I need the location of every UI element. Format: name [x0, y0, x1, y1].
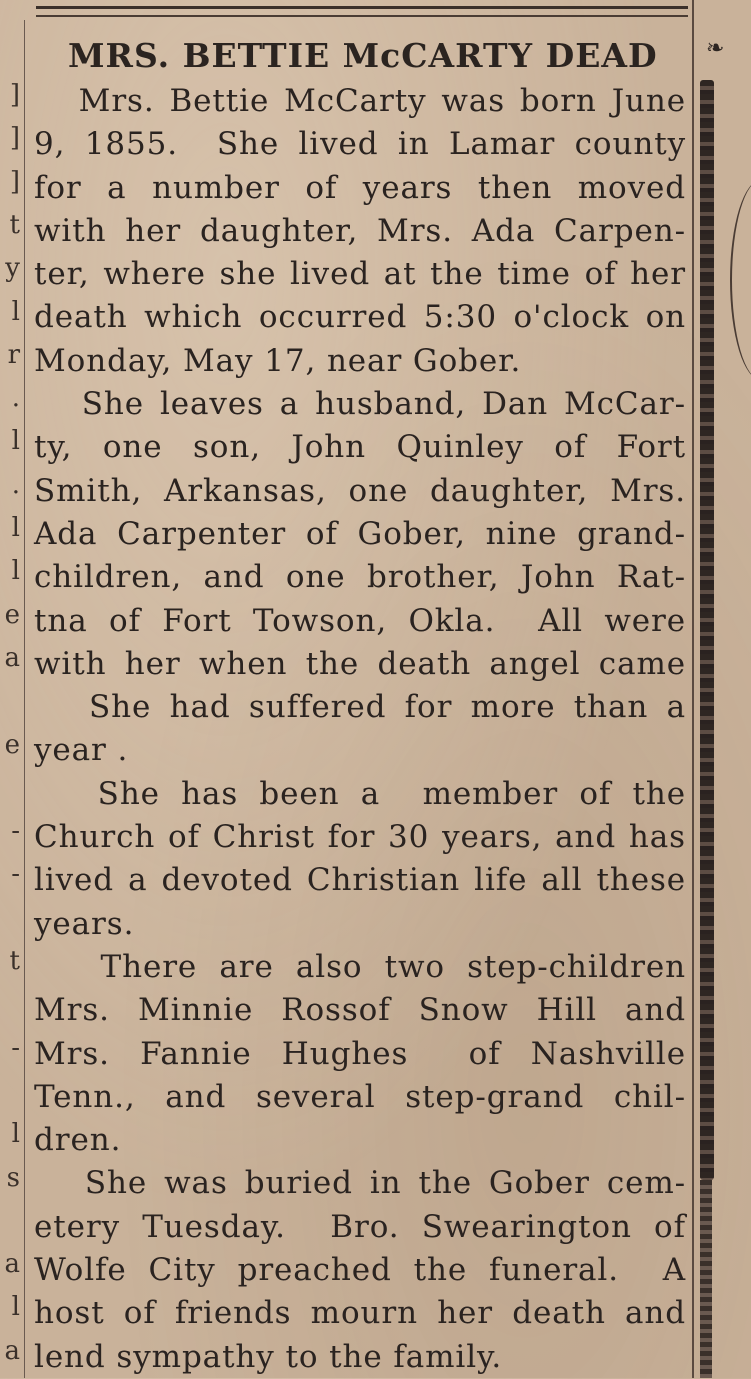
- adjacent-column-glyph: l: [11, 426, 20, 457]
- article-line: children, and one brother, John Rat-: [34, 559, 686, 596]
- obituary-article: [34, 34, 686, 1379]
- adjacent-column-glyph: ]: [9, 80, 20, 110]
- article-line: years.: [34, 905, 135, 942]
- article-line: 9, 1855. She lived in Lamar county: [34, 126, 686, 163]
- adjacent-column-glyph: -: [11, 1032, 20, 1063]
- article-line: Tenn., and several step-grand chil-: [34, 1078, 686, 1115]
- ornament-icon: ❧: [706, 36, 725, 61]
- article-line: lived a devoted Christian life all these: [34, 862, 686, 899]
- article-line: tna of Fort Towson, Okla. All were: [34, 602, 686, 639]
- adjacent-column-glyph: .: [11, 383, 20, 414]
- right-ornamental-border-lower: [700, 1180, 712, 1378]
- article-line: Mrs. Fannie Hughes of Nashville: [34, 1035, 686, 1072]
- adjacent-column-glyph: t: [9, 209, 20, 240]
- article-line: Wolfe City preached the funeral. A: [34, 1252, 686, 1289]
- article-line: Mrs. Bettie McCarty was born June: [34, 83, 686, 119]
- article-line: She has been a member of the: [34, 775, 686, 812]
- article-body: [34, 80, 686, 1379]
- article-line: host of friends mourn her death and: [34, 1295, 686, 1332]
- adjacent-column-glyph: l: [11, 1119, 20, 1150]
- adjacent-arc-decoration: [730, 180, 751, 380]
- adjacent-column-glyph: e: [4, 729, 20, 760]
- adjacent-column-glyph: a: [4, 1335, 20, 1366]
- adjacent-column-glyph: s: [6, 1162, 20, 1193]
- adjacent-column-glyph: ]: [9, 166, 20, 197]
- right-ornamental-border: [700, 80, 714, 1180]
- right-column-rule: [692, 0, 694, 1378]
- article-line: There are also two step-children: [34, 948, 686, 985]
- headline: MRS. BETTIE McCARTY DEAD: [68, 36, 658, 75]
- article-line: for a number of years then moved: [34, 169, 686, 206]
- article-line: death which occurred 5:30 o'clock on: [34, 299, 686, 336]
- article-line: She leaves a husband, Dan McCar-: [34, 386, 686, 423]
- adjacent-column-glyph: .: [11, 469, 20, 500]
- adjacent-column-glyph: t: [9, 946, 20, 976]
- adjacent-column-glyph: y: [5, 253, 20, 284]
- article-line: ty, one son, John Quinley of Fort: [34, 429, 686, 466]
- left-column-rule: [24, 20, 25, 1378]
- article-line: lend sympathy to the family.: [34, 1338, 503, 1375]
- article-line: with her when the death angel came: [34, 645, 686, 682]
- adjacent-column-glyph: -: [11, 816, 20, 847]
- article-line: Smith, Arkansas, one daughter, Mrs.: [34, 472, 686, 509]
- adjacent-column-glyph: l: [11, 556, 20, 587]
- adjacent-column-glyph: ]: [9, 123, 20, 154]
- article-line: dren.: [34, 1122, 122, 1159]
- adjacent-column-glyph: e: [4, 599, 20, 630]
- article-line: She was buried in the Gober cem-: [34, 1165, 686, 1202]
- article-line: Church of Christ for 30 years, and has: [34, 819, 686, 856]
- adjacent-column-glyph: r: [7, 339, 20, 370]
- adjacent-column-glyph: -: [11, 859, 20, 890]
- article-line: Ada Carpenter of Gober, nine grand-: [34, 515, 686, 552]
- article-line: Mrs. Minnie Rossof Snow Hill and: [34, 992, 686, 1029]
- article-line: etery Tuesday. Bro. Swearington of: [34, 1208, 686, 1245]
- adjacent-column-glyph: a: [4, 642, 20, 673]
- top-rule: [36, 6, 688, 17]
- article-line: year .: [34, 732, 129, 769]
- article-line: She had suffered for more than a: [34, 689, 686, 726]
- adjacent-column-glyph: l: [11, 296, 20, 327]
- article-line: with her daughter, Mrs. Ada Carpen-: [34, 212, 686, 249]
- adjacent-column-glyph: l: [11, 1292, 20, 1323]
- adjacent-column-glyph: a: [4, 1249, 20, 1280]
- adjacent-column-glyph: l: [11, 513, 20, 543]
- article-line: ter, where she lived at the time of her: [34, 256, 686, 293]
- article-line: Monday, May 17, near Gober.: [34, 342, 522, 379]
